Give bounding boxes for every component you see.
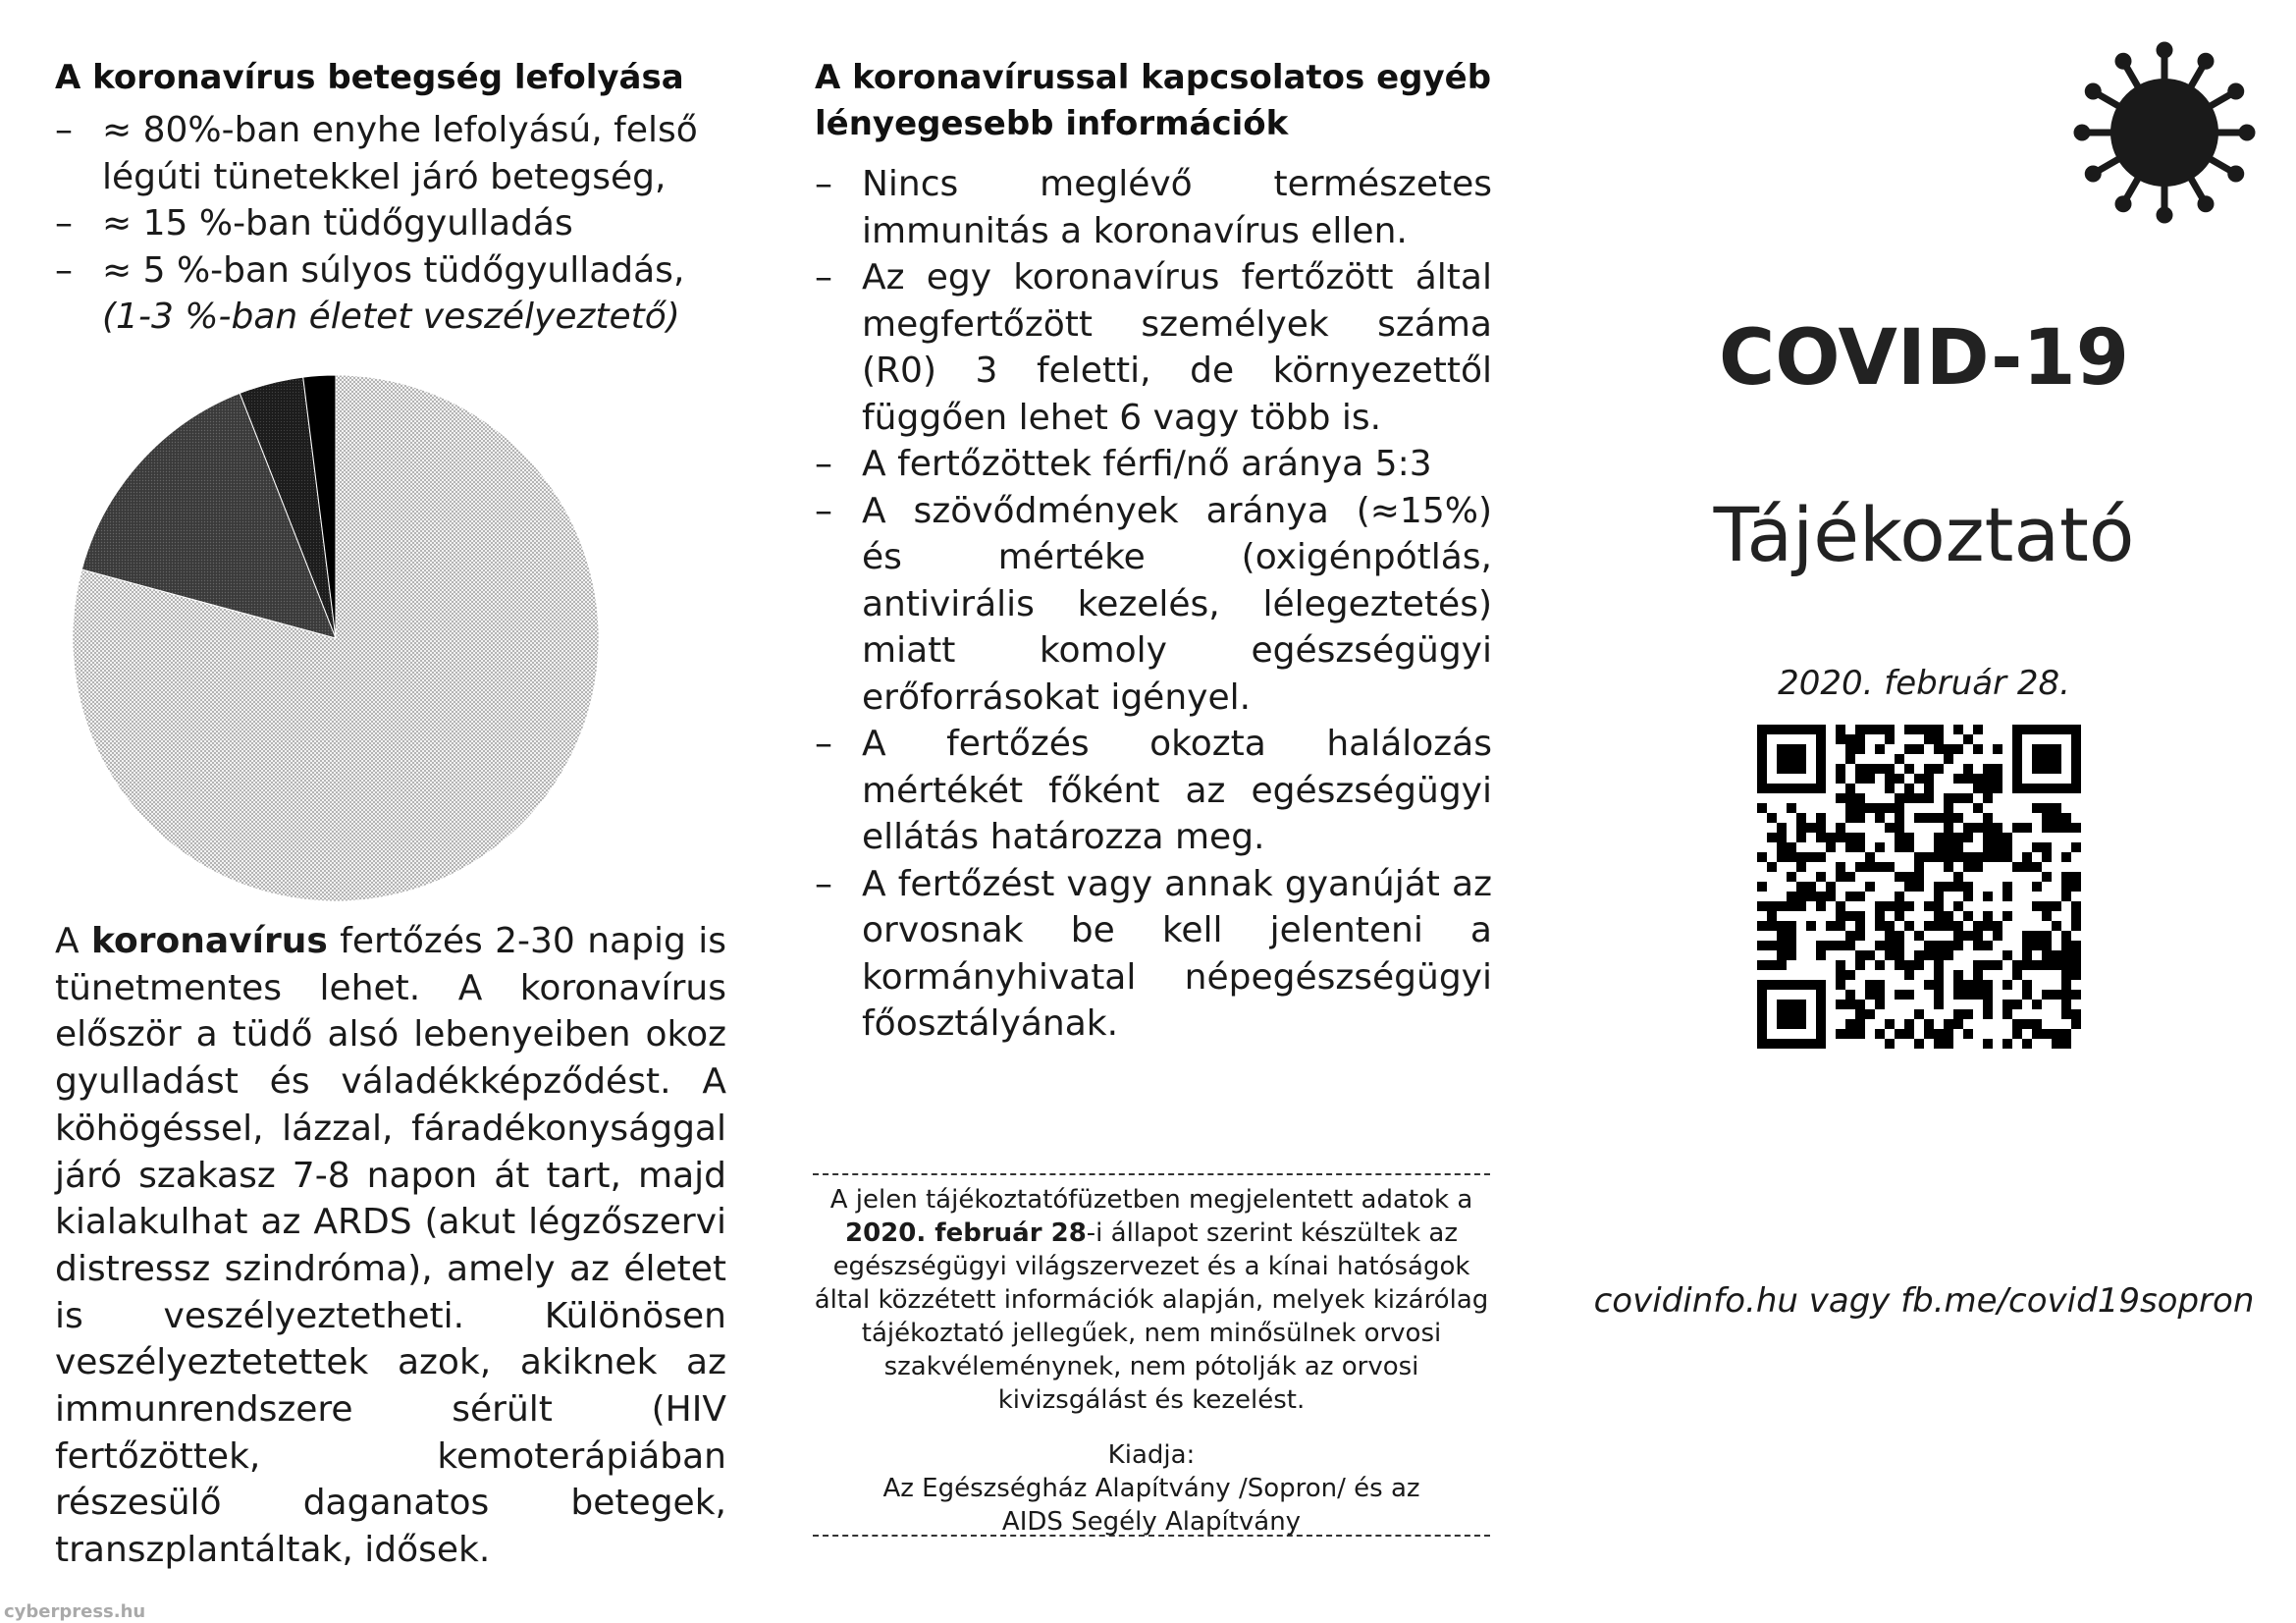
list-item: – Az egy koronavírus fertőzött által megfertőzött személyek száma (R0) 3 feletti, de környezettől függően lehet 6 vagy több is. — [815, 257, 1492, 438]
disease-paragraph: A koronavírus fertőzés 2-30 napig is tünetmentes lehet. A koronavírus először a tüdő alsó lebenyeiben okoz gyulladást és váladékképződést. A köhögéssel, lázzal, fáradékonysággal járó szakasz 7-8 napon át tart, majd kialakulhat az ARDS (akut légzőszervi distressz szindróma), amely az életet is veszélyeztetheti. Különösen veszélyeztetettek azok, akiknek az immunrendszere sérült (HIV fertőzöttek, kemoterápiában részesülő daganatos betegek, transzplantáltak, idősek. — [55, 921, 726, 1571]
info-list — [815, 161, 1492, 1048]
list-item: – A szövődmények aránya (≈15%) és mértéke (oxigénpótlás, antivirális kezelés, lélegeztetés) miatt komoly egészségügyi erőforrásokat igényel. — [815, 490, 1492, 718]
watermark: cyberpress.hu — [4, 1601, 146, 1622]
list-item: – ≈ 15 %-ban tüdőgyulladás — [55, 203, 573, 243]
pie-svg — [71, 373, 601, 903]
severity-note: (1-3 %-ban életet veszélyeztető) — [102, 297, 680, 337]
bold-term: koronavírus — [91, 921, 328, 961]
list-item: – ≈ 5 %-ban súlyos tüdőgyulladás, (1-3 %-ban életet veszélyeztető) — [55, 249, 685, 337]
severity-pie-chart — [71, 373, 601, 903]
severity-list — [55, 107, 732, 341]
list-item: – ≈ 80%-ban enyhe lefolyású, felső légúti tünetekkel járó betegség, — [55, 110, 698, 197]
left-heading: A koronavírus betegség lefolyása — [55, 58, 684, 97]
list-item: – A fertőzést vagy annak gyanúját az orvosnak be kell jelenteni a kormányhivatal népegészségügyi főosztályának. — [815, 863, 1492, 1044]
info-links[interactable]: covidinfo.hu vagy fb.me/covid19sopron — [1593, 1281, 2255, 1321]
publisher-line-2: AIDS Segély Alapítvány — [1001, 1507, 1302, 1537]
left-column — [55, 55, 732, 341]
list-item: – A fertőzöttek férfi/nő aránya 5:3 — [815, 444, 1432, 484]
qr-code[interactable] — [1757, 725, 2081, 1049]
publisher-line-1: Az Egészségház Alapítvány /Sopron/ és az — [882, 1474, 1420, 1503]
middle-column — [815, 55, 1492, 1048]
page-subtitle: Tájékoztató — [1713, 491, 2135, 578]
page-title: COVID-19 — [1719, 314, 2129, 403]
list-item: – Nincs meglévő természetes immunitás a koronavírus ellen. — [815, 164, 1492, 251]
coronavirus-icon — [2071, 39, 2258, 226]
publication-date: 2020. február 28. — [1778, 664, 2070, 703]
middle-heading: A koronavírussal kapcsolatos egyéb lényegesebb információk — [815, 58, 1492, 143]
publisher-label: Kiadja: — [1107, 1440, 1196, 1470]
list-item: – A fertőzés okozta halálozás mértékét főként az egészségügyi ellátás határozza meg. — [815, 724, 1492, 857]
disclaimer-box — [813, 1173, 1490, 1537]
disclaimer-text: A jelen tájékoztatófüzetben megjelentett adatok a 2020. február 28-i állapot szerint készültek az egészségügyi világszervezet és a kínai hatóságok által közzétett információk alapján, melyek kizárólag tájékoztató jellegűek, nem minősülnek orvosi szakvéleménynek, nem pótolják az orvosi kivizsgálást és kezelést. — [814, 1185, 1489, 1415]
